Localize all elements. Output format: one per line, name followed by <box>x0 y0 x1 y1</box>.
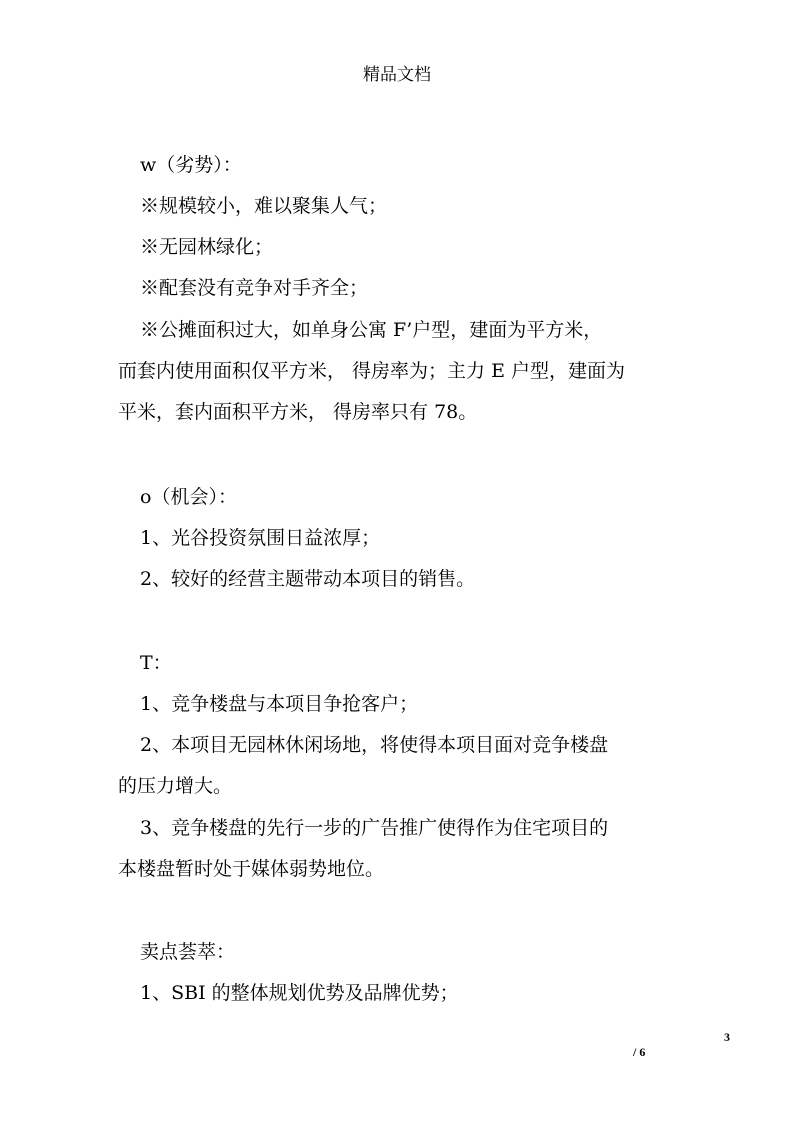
page-header-title: 精品文档 <box>363 65 431 85</box>
text-line: ※配套没有竞争对手齐全； <box>140 277 369 299</box>
text-line: 平米，套内面积平方米， 得房率只有 78。 <box>118 401 478 423</box>
text-line: ※无园林绿化； <box>140 236 274 258</box>
text-line: 本楼盘暂时处于媒体弱势地位。 <box>118 858 385 880</box>
page-number: 3 <box>724 1030 730 1044</box>
text-line: o（机会）： <box>140 486 237 508</box>
text-line: 1、SBI 的整体规划优势及品牌优势； <box>140 982 459 1004</box>
text-line: ※规模较小，难以聚集人气； <box>140 195 388 217</box>
text-line: ※公摊面积过大，如单身公寓 F’户型，建面为平方米， <box>140 319 603 341</box>
text-line: 2、本项目无园林休闲场地，将使得本项目面对竞争楼盘 <box>140 734 609 756</box>
text-line: w（劣势）： <box>140 154 242 176</box>
text-line: 3、竞争楼盘的先行一步的广告推广使得作为住宅项目的 <box>140 817 609 839</box>
text-line: 2、较好的经营主题带动本项目的销售。 <box>140 568 476 590</box>
text-line: 1、竞争楼盘与本项目争抢客户； <box>140 693 419 715</box>
text-line: 的压力增大。 <box>118 775 233 797</box>
text-line: T： <box>140 652 172 674</box>
text-line: 卖点荟萃： <box>140 941 236 963</box>
text-line: 1、光谷投资氛围日益浓厚； <box>140 527 381 549</box>
text-line: 而套内使用面积仅平方米， 得房率为；主力 E 户型，建面为 <box>118 360 625 382</box>
page-total: / 6 <box>633 1045 646 1059</box>
